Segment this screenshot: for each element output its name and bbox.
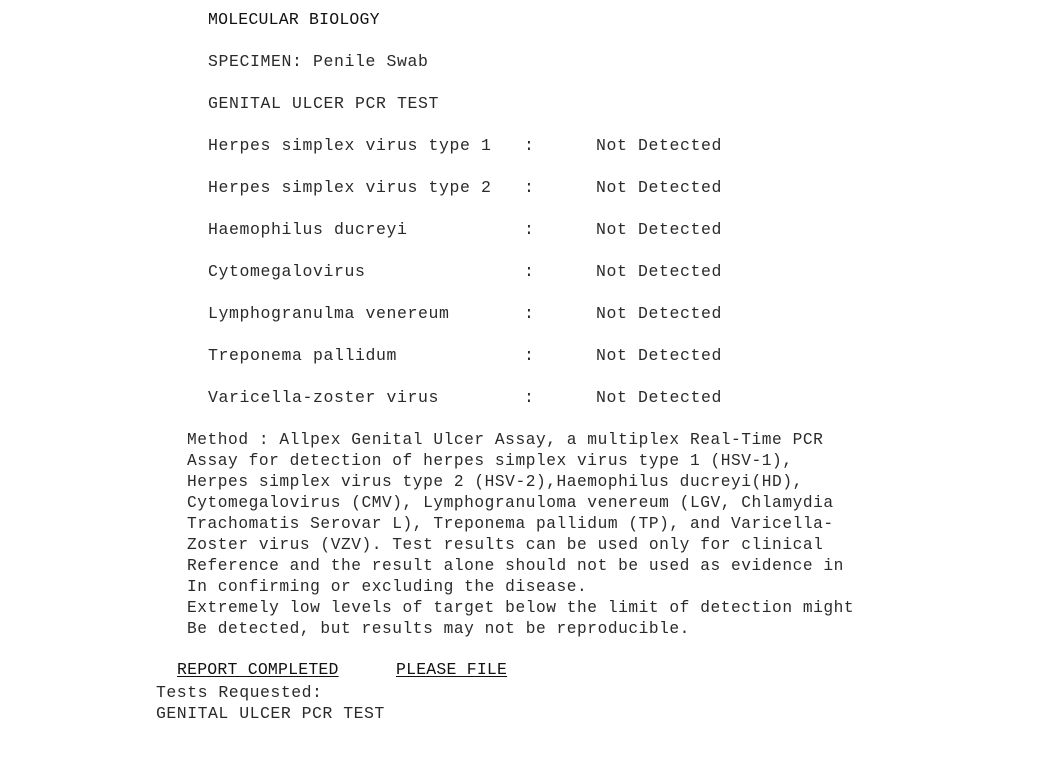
result-row xyxy=(208,262,768,282)
method-line: In confirming or excluding the disease. xyxy=(187,578,588,596)
result-value: Not Detected xyxy=(596,262,723,281)
result-value: Not Detected xyxy=(596,178,723,197)
tests-requested-label: Tests Requested: xyxy=(156,683,323,702)
method-line: Method : Allpex Genital Ulcer Assay, a multiplex Real-Time PCR xyxy=(187,431,824,449)
result-analyte: Treponema pallidum xyxy=(208,346,398,365)
result-row xyxy=(208,388,768,408)
result-row xyxy=(208,304,768,324)
tests-requested-block xyxy=(156,682,385,724)
result-value: Not Detected xyxy=(596,304,723,323)
result-separator: : xyxy=(524,136,535,155)
tests-requested-value: GENITAL ULCER PCR TEST xyxy=(156,704,385,723)
result-value: Not Detected xyxy=(596,220,723,239)
result-analyte: Haemophilus ducreyi xyxy=(208,220,408,239)
result-separator: : xyxy=(524,346,535,365)
method-line: Reference and the result alone should not be used as evidence in xyxy=(187,557,844,575)
method-line: Assay for detection of herpes simplex virus type 1 (HSV-1), xyxy=(187,452,793,470)
test-name-line: GENITAL ULCER PCR TEST xyxy=(208,94,440,113)
method-line: Zoster virus (VZV). Test results can be used only for clinical xyxy=(187,536,824,554)
result-analyte: Lymphogranulma venereum xyxy=(208,304,450,323)
result-row xyxy=(208,136,768,156)
result-row xyxy=(208,346,768,366)
result-value: Not Detected xyxy=(596,346,723,365)
result-separator: : xyxy=(524,388,535,407)
specimen-line: SPECIMEN: Penile Swab xyxy=(208,52,429,71)
result-value: Not Detected xyxy=(596,388,723,407)
result-row xyxy=(208,220,768,240)
method-line: Cytomegalovirus (CMV), Lymphogranuloma venereum (LGV, Chlamydia xyxy=(187,494,834,512)
method-line: Trachomatis Serovar L), Treponema pallidum (TP), and Varicella- xyxy=(187,515,834,533)
method-line: Extremely low levels of target below the limit of detection might xyxy=(187,599,855,617)
result-analyte: Herpes simplex virus type 2 xyxy=(208,178,492,197)
report-completed-label: REPORT COMPLETED xyxy=(177,660,339,679)
method-paragraph xyxy=(187,430,887,640)
result-row xyxy=(208,178,768,198)
result-separator: : xyxy=(524,304,535,323)
please-file-label: PLEASE FILE xyxy=(396,660,508,679)
section-title: MOLECULAR BIOLOGY xyxy=(208,10,380,29)
result-separator: : xyxy=(524,220,535,239)
result-analyte: Varicella-zoster virus xyxy=(208,388,440,407)
method-line: Be detected, but results may not be reproducible. xyxy=(187,620,690,638)
result-separator: : xyxy=(524,262,535,281)
method-line: Herpes simplex virus type 2 (HSV-2),Haemophilus ducreyi(HD), xyxy=(187,473,803,491)
result-analyte: Cytomegalovirus xyxy=(208,262,366,281)
result-analyte: Herpes simplex virus type 1 xyxy=(208,136,492,155)
result-separator: : xyxy=(524,178,535,197)
result-value: Not Detected xyxy=(596,136,723,155)
